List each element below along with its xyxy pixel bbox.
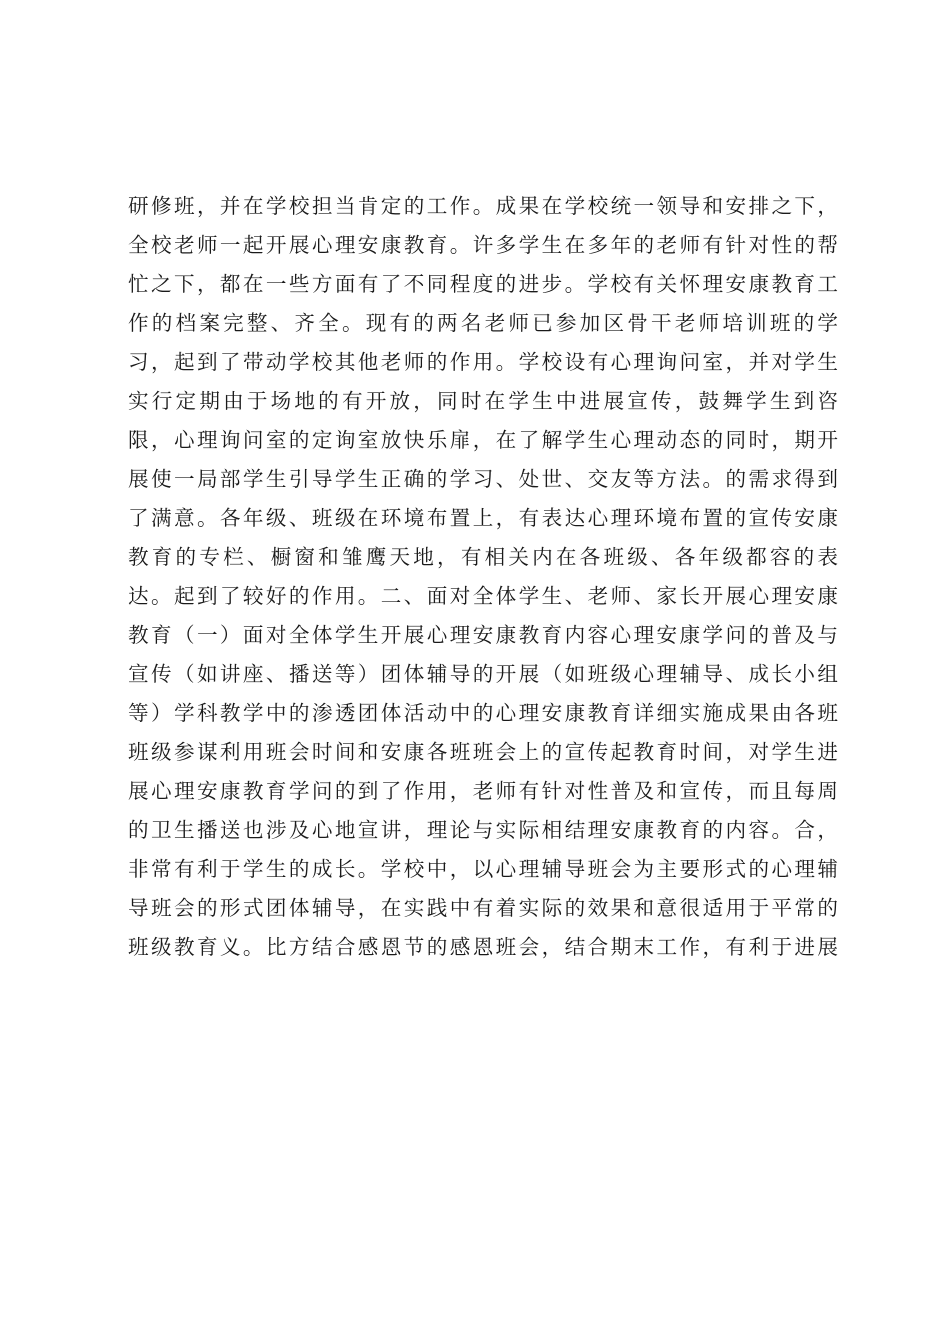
text-line: 等）学科教学中的渗透团体活动中的心理安康教育详细实施成果由各班 [128, 701, 838, 725]
text-line: 导班会的形式团体辅导，在实践中有着实际的效果和意很适用于平常的 [128, 896, 838, 920]
text-line: 了满意。各年级、班级在环境布置上，有表达心理环境布置的宣传安康 [128, 506, 838, 530]
text-line: 研修班，并在学校担当肯定的工作。成果在学校统一领导和安排之下， [128, 194, 838, 218]
text-line: 全校老师一起开展心理安康教育。许多学生在多年的老师有针对性的帮 [128, 233, 838, 257]
text-line: 展使一局部学生引导学生正确的学习、处世、交友等方法。的需求得到 [128, 467, 838, 491]
text-line: 宣传（如讲座、播送等）团体辅导的开展（如班级心理辅导、成长小组 [128, 662, 838, 686]
text-line: 作的档案完整、齐全。现有的两名老师已参加区骨干老师培训班的学 [128, 311, 838, 335]
text-line: 班级参谋利用班会时间和安康各班班会上的宣传起教育时间，对学生进 [128, 740, 838, 764]
text-line: 限，心理询问室的定询室放快乐扉，在了解学生心理动态的同时，期开 [128, 428, 838, 452]
body-text [128, 187, 838, 967]
text-line: 教育（一）面对全体学生开展心理安康教育内容心理安康学问的普及与 [128, 623, 838, 647]
text-line: 班级教育义。比方结合感恩节的感恩班会，结合期末工作，有利于进展 [128, 935, 838, 959]
text-line: 忙之下，都在一些方面有了不同程度的进步。学校有关怀理安康教育工 [128, 272, 838, 296]
text-line: 达。起到了较好的作用。二、面对全体学生、老师、家长开展心理安康 [128, 584, 838, 608]
text-line: 习，起到了带动学校其他老师的作用。学校设有心理询问室，并对学生 [128, 350, 838, 374]
text-line: 非常有利于学生的成长。学校中，以心理辅导班会为主要形式的心理辅 [128, 857, 838, 881]
text-line: 实行定期由于场地的有开放，同时在学生中进展宣传，鼓舞学生到咨 [128, 389, 838, 413]
text-line: 教育的专栏、橱窗和雏鹰天地，有相关内在各班级、各年级都容的表 [128, 545, 838, 569]
text-line: 展心理安康教育学问的到了作用，老师有针对性普及和宣传，而且每周 [128, 779, 838, 803]
text-line: 的卫生播送也涉及心地宣讲，理论与实际相结理安康教育的内容。合， [128, 818, 838, 842]
